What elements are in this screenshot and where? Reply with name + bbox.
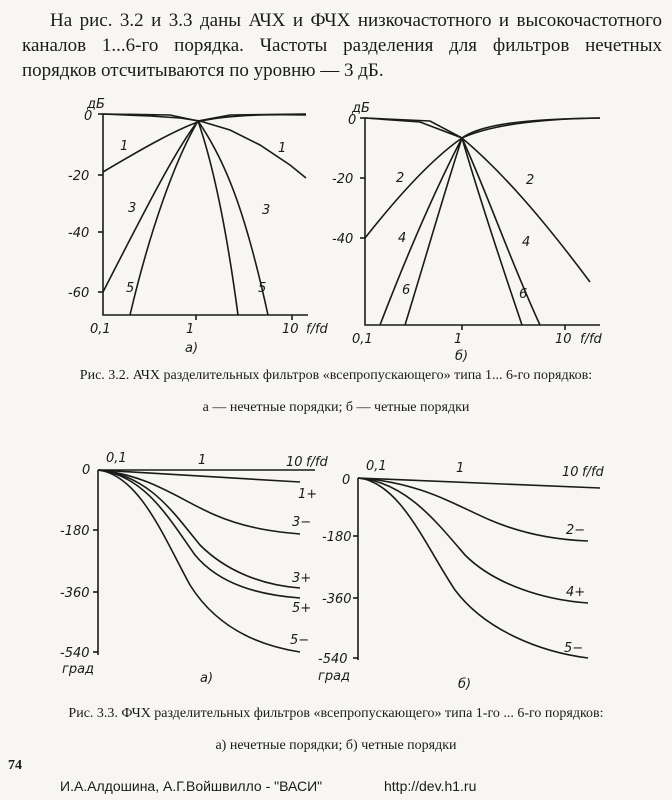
fig32a-label-5-right: 5 [258,281,267,296]
fig33a-chart [60,451,329,686]
fig33b-label-2minus: 2− [566,523,586,538]
fig33b-label-5minus: 5− [564,641,584,656]
fig32a-ytick-20: -20 [68,169,90,184]
fig32a-xaxis-label: f/fd [306,322,328,337]
fig32b-curve-4-low [365,118,540,325]
fig33a-xaxis-label: f/fd [306,455,328,470]
fig32a-label-3-left: 3 [128,201,137,216]
fig32-caption-line2: а — нечетные порядки; б — четные порядки [202,400,470,415]
fig33a-label-3minus: 3− [292,515,312,530]
fig32a-label-5-left: 5 [126,281,135,296]
body-paragraph: На рис. 3.2 и 3.3 даны АЧХ и ФЧХ низкочастотного и высокочастотного каналов 1...6-го порядка. Частоты разделения для фильтров нечетных порядков отсчитываются по уровню — 3 дБ. [22,10,662,81]
fig32b-label-6-right: 6 [519,287,528,302]
fig32a-curve-1-low [103,114,306,178]
fig32a-xtick-10: 10 [282,322,299,337]
footer-authors: И.А.Алдошина, А.Г.Войшвилло - "ВАСИ" [60,778,323,794]
fig32b-panel-label: б) [455,349,469,364]
fig33b-xtick-01: 0,1 [366,459,387,474]
fig33a-curve-5minus [98,470,300,652]
fig33b-chart [318,459,605,692]
fig32a-label-1-left: 1 [120,139,129,154]
fig33a-label-3plus: 3+ [292,571,312,586]
fig32a-chart [68,97,329,356]
fig33b-xtick-10: 10 [562,465,579,480]
fig32b-xtick-10: 10 [555,332,572,347]
fig32b-label-4-left: 4 [398,231,407,246]
fig33-caption-line1: Рис. 3.3. ФЧХ разделительных фильтров «всепропускающего» типа 1-го ... 6-го порядков: [68,706,604,721]
fig33b-curve-5minus [358,478,588,658]
fig32b-label-2-left: 2 [396,171,405,186]
fig33b-panel-label: б) [458,677,472,692]
fig32-caption-line1: Рис. 3.2. АЧХ разделительных фильтров «всепропускающего» типа 1... 6-го порядков: [79,368,593,383]
fig33a-label-1plus: 1+ [298,487,318,502]
fig33a-label-5minus: 5− [290,633,310,648]
fig33b-unit: град [318,669,351,684]
fig33a-ytick-0: 0 [82,463,91,478]
fig33b-ytick-360: -360 [322,592,352,607]
fig32b-xtick-1: 1 [454,332,463,347]
fig33a-ytick-180: -180 [60,524,90,539]
fig32a-label-3-right: 3 [262,203,271,218]
fig32b-ytick-0: 0 [348,113,357,128]
fig32b-ytick-20: -20 [332,172,354,187]
footer-url: http://dev.h1.ru [384,778,477,794]
fig32b-curve-2-low [365,118,590,282]
fig33b-ytick-180: -180 [322,530,352,545]
fig32b-label-6-left: 6 [402,283,411,298]
fig32a-ytick-60: -60 [68,286,90,301]
fig32b-axes [365,118,600,325]
fig32a-curve-5-low [198,121,238,315]
fig32a-xtick-01: 0,1 [90,322,111,337]
fig32b-xtick-01: 0,1 [352,332,373,347]
fig32b-curve-4-high [380,118,600,325]
fig33a-curve-3plus [98,470,300,588]
fig33a-ytick-540: -540 [60,646,90,661]
fig32a-label-1-right: 1 [278,141,287,156]
fig32a-panel-label: а) [185,341,199,356]
fig32a-unit: дБ [87,97,105,112]
fig33a-xtick-10: 10 [286,455,303,470]
fig32b-ytick-40: -40 [332,232,354,247]
page-number: 74 [8,758,22,773]
fig32b-label-4-right: 4 [522,235,531,250]
fig32b-label-2-right: 2 [526,173,535,188]
fig32a-ytick-0: 0 [84,109,93,124]
fig33-caption-line2: а) нечетные порядки; б) четные порядки [215,738,457,753]
fig33b-xtick-1: 1 [456,461,465,476]
fig33a-panel-label: а) [200,671,214,686]
fig33b-ytick-0: 0 [342,473,351,488]
fig32a-xtick-1: 1 [186,322,195,337]
fig32b-chart [332,101,603,364]
fig33a-unit: град [62,662,95,677]
fig32b-curve-6-high [405,138,462,325]
fig33a-ytick-360: -360 [60,586,90,601]
fig33b-ytick-540: -540 [318,652,348,667]
fig32a-ytick-40: -40 [68,226,90,241]
fig33a-xtick-1: 1 [198,453,207,468]
fig32b-xaxis-label: f/fd [580,332,602,347]
fig33a-xtick-01: 0,1 [106,451,127,466]
fig32b-unit: дБ [352,101,370,116]
fig33a-curve-5plus [98,470,300,598]
fig33b-xaxis-label: f/fd [582,465,604,480]
fig33a-label-5plus: 5+ [292,601,312,616]
fig33b-label-4plus: 4+ [566,585,586,600]
